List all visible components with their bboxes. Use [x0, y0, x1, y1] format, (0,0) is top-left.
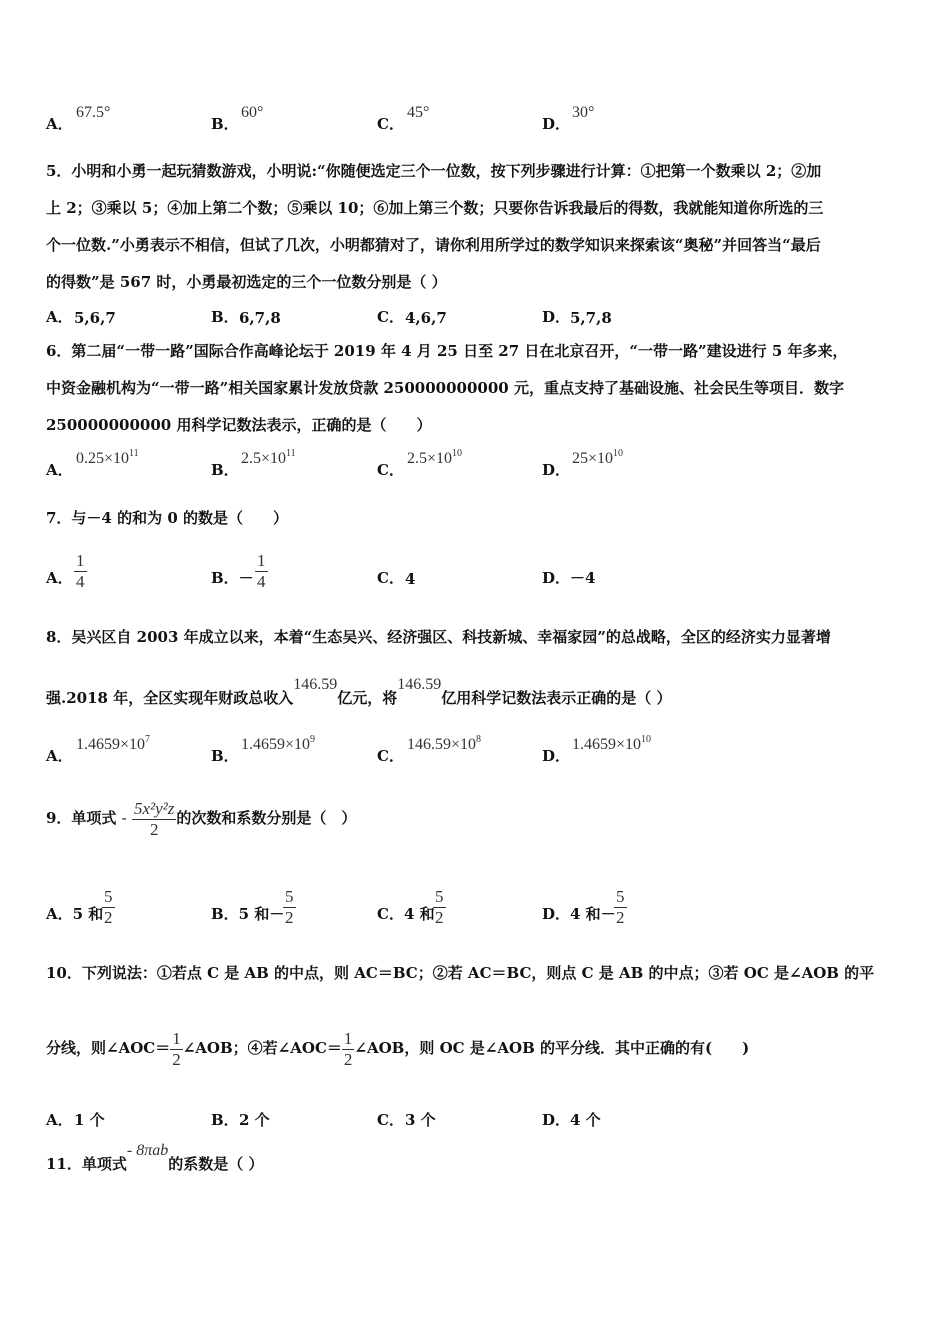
q8-line-2: 强.2018 年，全区实现年财政总收入146.59亿元，将146.59亿用科学记数法表示正确的是（ ） [46, 676, 672, 707]
q5-line-2: 上 2；③乘以 5；④加上第二个数；⑤乘以 10；⑥加上第三个数；只要你告诉我最后的得数，我就能知道你所选的三 [46, 199, 824, 217]
q9-option-d-fraction: $\frac{5}{2}$ [616, 887, 625, 927]
q10-fraction-1: $\frac{1}{2}$ [172, 1028, 181, 1069]
q10-line-1: 10．下列说法：①若点 C 是 AB 的中点，则 AC＝BC；②若 AC＝BC，则点 C 是 AB 的中点；③若 OC 是∠AOB 的平 [46, 964, 875, 982]
q8-options: A． $1.4659\times 10^7$ B． $1.4659\times 10^9$ C． $146.59\times 10^8$ D． $1.4659\times 10^{10}$ [46, 734, 652, 765]
q5-line-1: 5．小明和小勇一起玩猜数游戏，小明说:“你随便选定三个一位数，按下列步骤进行计算：①把第一个数乘以 2；②加 [46, 162, 822, 180]
q5-line-3: 个一位数.”小勇表示不相信，但试了几次，小明都猜对了，请你利用所学过的数学知识来探索该“奥秘”并回答当“最后 [46, 236, 821, 254]
q4-options: A． 67.5° B． 60° C． 45° D． 30° [46, 104, 595, 133]
q9-option-c-fraction: $\frac{5}{2}$ [435, 887, 444, 927]
q5-options: A． 5,6,7 B． 6,7,8 C． 4,6,7 D． 5,7,8 [46, 308, 612, 327]
q10-options: A． 1 个 B． 2 个 C． 3 个 D． 4 个 [46, 1111, 601, 1129]
q10-fraction-2: $\frac{1}{2}$ [343, 1028, 353, 1069]
q6-line-1: 6．第二届“一带一路”国际合作高峰论坛于 2019 年 4 月 25 日至 27 日在北京召开，“一带一路”建设进行 5 年多来， [46, 342, 848, 360]
q5-stem [46, 153, 908, 301]
q7-option-a-fraction: $\frac{1}{4}$ [76, 551, 85, 591]
q6-stem [46, 333, 908, 444]
q6-line-2: 中资金融机构为“一带一路”相关国家累计发放贷款 250000000000 元，重点支持了基础设施、社会民生等项目．数字 [46, 379, 844, 397]
q9-option-b-fraction: $\frac{5}{2}$ [285, 887, 294, 927]
q11-stem: 11．单项式- 8πab的系数是（ ） [46, 1142, 264, 1173]
q5-line-4: 的得数”是 567 时，小勇最初选定的三个一位数分别是（ ） [46, 273, 447, 291]
q9-stem: 9．单项式 - $\frac{\text{5x²y²z}}{2}$ 的次数和系数分别是（ ） [46, 798, 357, 839]
q7-options: A． $\frac{1}{4}$ B．－ $\frac{1}{4}$ C． 4 D． －4 [46, 551, 596, 591]
q10-line-2: 分线，则∠AOC＝ $\frac{1}{2}$ ∠AOB；④若∠AOC＝ $\frac{1}{2}$ ∠AOB，则 OC 是∠AOB 的平分线．其中正确的有( ) [46, 1028, 750, 1069]
q6-line-3: 250000000000 用科学记数法表示，正确的是（ ） [46, 416, 432, 434]
q9-fraction: $\frac{\text{5x²y²z}}{2}$ [133, 798, 175, 839]
q11-math: - 8πab [126, 1142, 169, 1159]
q8-math-1: 146.59 [293, 676, 338, 693]
q8-math-2: 146.59 [397, 676, 442, 693]
q9-options: A．5 和 $\frac{5}{2}$ B．5 和－ $\frac{5}{2}$ C．4 和 $\frac{5}{2}$ D．4 和－ $\frac{5}{2}$ [46, 887, 625, 927]
q7-option-b-fraction: $\frac{1}{4}$ [257, 551, 266, 591]
q6-options: A． $0.25\times 10^{11}$ B． $2.5\times 10^{11}$ C． $2.5\times 10^{10}$ D． $25\times 10^{10}$ [46, 448, 624, 479]
q8-line-1: 8．吴兴区自 2003 年成立以来，本着“生态吴兴、经济强区、科技新城、幸福家园”的总战略，全区的经济实力显著增 [46, 628, 831, 646]
q9-option-a-fraction: $\frac{5}{2}$ [104, 887, 113, 927]
q7-stem: 7．与－4 的和为 0 的数是（ ） [46, 509, 288, 527]
